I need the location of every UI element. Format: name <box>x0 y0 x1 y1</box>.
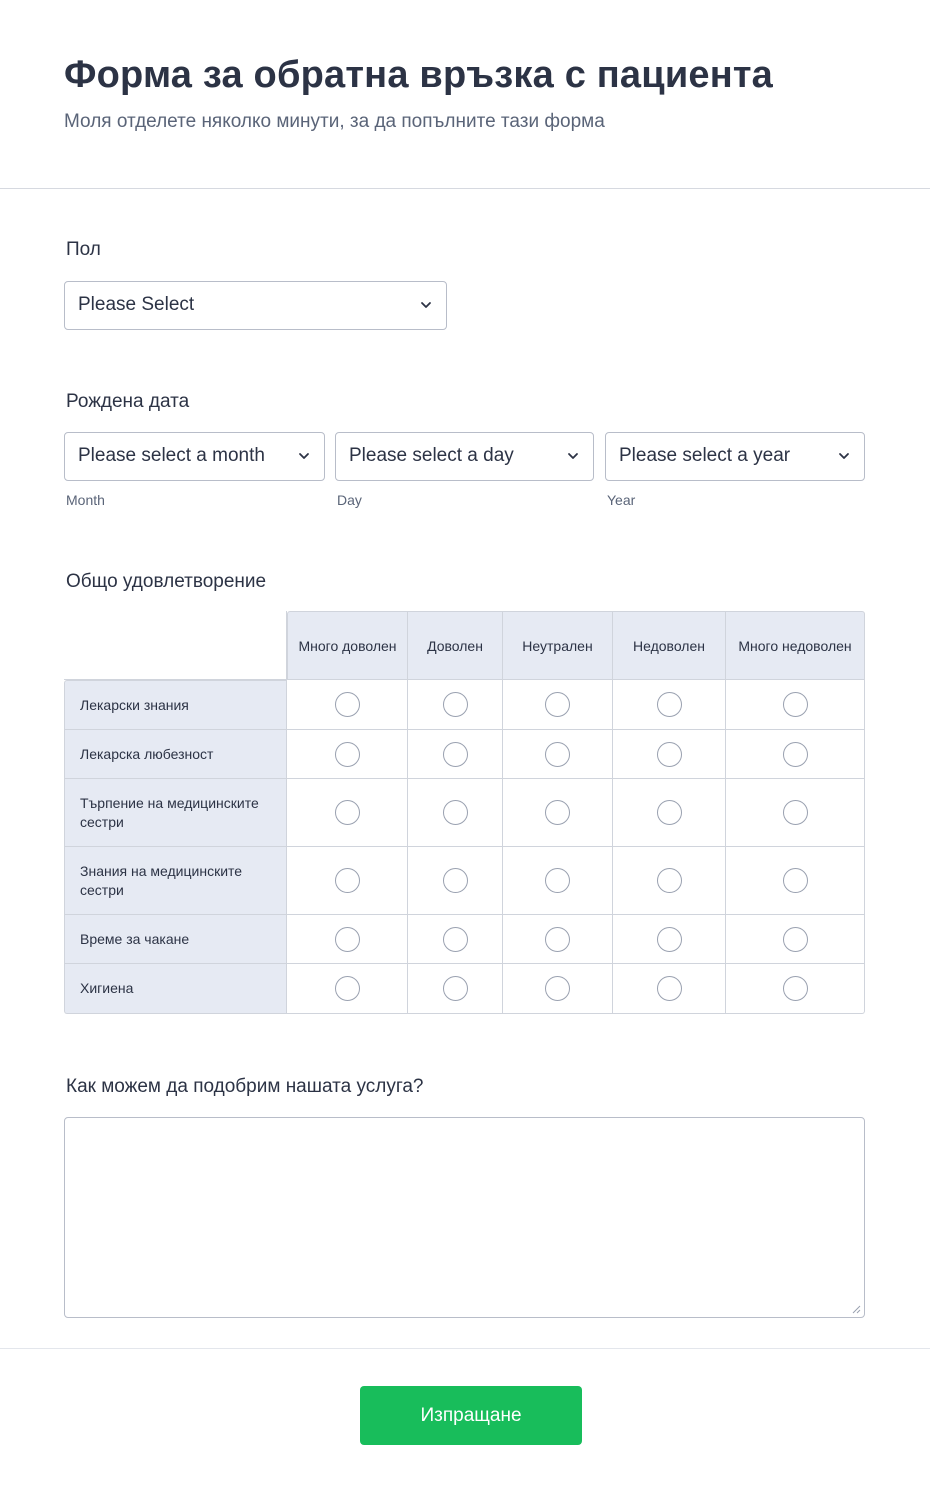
radio-button[interactable] <box>443 868 468 893</box>
matrix-column-header: Много доволен <box>287 611 408 680</box>
radio-button[interactable] <box>545 976 570 1001</box>
matrix-row <box>64 915 865 964</box>
radio-button[interactable] <box>545 800 570 825</box>
matrix-row-label: Лекарска любезност <box>64 730 287 779</box>
matrix-column-header: Недоволен <box>613 611 726 680</box>
radio-button[interactable] <box>657 800 682 825</box>
radio-button[interactable] <box>783 692 808 717</box>
year-select-value: Please select a year <box>619 445 791 466</box>
matrix-row <box>64 964 865 1014</box>
radio-button[interactable] <box>783 927 808 952</box>
matrix-row <box>64 779 865 847</box>
radio-button[interactable] <box>335 927 360 952</box>
radio-button[interactable] <box>545 927 570 952</box>
satisfaction-matrix <box>64 611 865 1014</box>
page-subtitle: Моля отделете няколко минути, за да попълните тази форма <box>64 111 605 132</box>
day-select[interactable] <box>335 432 594 481</box>
matrix-row <box>64 730 865 779</box>
matrix-row-label: Лекарски знания <box>64 680 287 730</box>
day-sublabel: Day <box>337 492 362 508</box>
month-select[interactable] <box>64 432 325 481</box>
chevron-down-icon <box>838 450 850 462</box>
gender-select[interactable] <box>64 281 447 330</box>
chevron-down-icon <box>567 450 579 462</box>
radio-button[interactable] <box>545 868 570 893</box>
radio-button[interactable] <box>783 976 808 1001</box>
matrix-row-label: Знания на медицинските сестри <box>64 847 287 915</box>
month-select-value: Please select a month <box>78 445 265 466</box>
radio-button[interactable] <box>335 692 360 717</box>
matrix-column-header: Доволен <box>408 611 503 680</box>
matrix-column-header: Неутрален <box>503 611 613 680</box>
gender-label: Пол <box>66 239 101 260</box>
radio-button[interactable] <box>335 742 360 767</box>
resize-handle-icon[interactable] <box>851 1304 861 1314</box>
radio-button[interactable] <box>657 927 682 952</box>
radio-button[interactable] <box>783 742 808 767</box>
improve-textarea[interactable] <box>64 1117 865 1318</box>
radio-button[interactable] <box>443 927 468 952</box>
matrix-column-header: Много недоволен <box>726 611 865 680</box>
matrix-row <box>64 680 865 730</box>
year-sublabel: Year <box>607 492 636 508</box>
page-title: Форма за обратна връзка с пациента <box>64 54 774 96</box>
improve-label: Как можем да подобрим нашата услуга? <box>66 1076 424 1097</box>
radio-button[interactable] <box>783 868 808 893</box>
month-sublabel: Month <box>66 492 105 508</box>
matrix-row-label: Хигиена <box>64 964 287 1014</box>
year-select[interactable] <box>605 432 865 481</box>
chevron-down-icon <box>298 450 310 462</box>
radio-button[interactable] <box>657 976 682 1001</box>
radio-button[interactable] <box>545 692 570 717</box>
radio-button[interactable] <box>443 742 468 767</box>
radio-button[interactable] <box>443 976 468 1001</box>
satisfaction-label: Общо удовлетворение <box>66 571 267 592</box>
birthdate-label: Рождена дата <box>66 391 190 412</box>
day-select-value: Please select a day <box>349 445 514 466</box>
radio-button[interactable] <box>335 976 360 1001</box>
radio-button[interactable] <box>335 800 360 825</box>
footer-divider <box>0 1348 930 1349</box>
submit-button[interactable]: Изпращане <box>360 1386 582 1445</box>
radio-button[interactable] <box>443 692 468 717</box>
matrix-row-label: Търпение на медицинските сестри <box>64 779 287 847</box>
matrix-row-label: Време за чакане <box>64 915 287 964</box>
radio-button[interactable] <box>657 742 682 767</box>
radio-button[interactable] <box>443 800 468 825</box>
radio-button[interactable] <box>335 868 360 893</box>
matrix-row <box>64 847 865 915</box>
radio-button[interactable] <box>657 868 682 893</box>
gender-select-value: Please Select <box>78 294 195 315</box>
chevron-down-icon <box>420 299 432 311</box>
form-header <box>0 0 930 189</box>
radio-button[interactable] <box>545 742 570 767</box>
matrix-corner <box>64 611 287 680</box>
radio-button[interactable] <box>657 692 682 717</box>
matrix-header-row <box>64 611 865 680</box>
radio-button[interactable] <box>783 800 808 825</box>
